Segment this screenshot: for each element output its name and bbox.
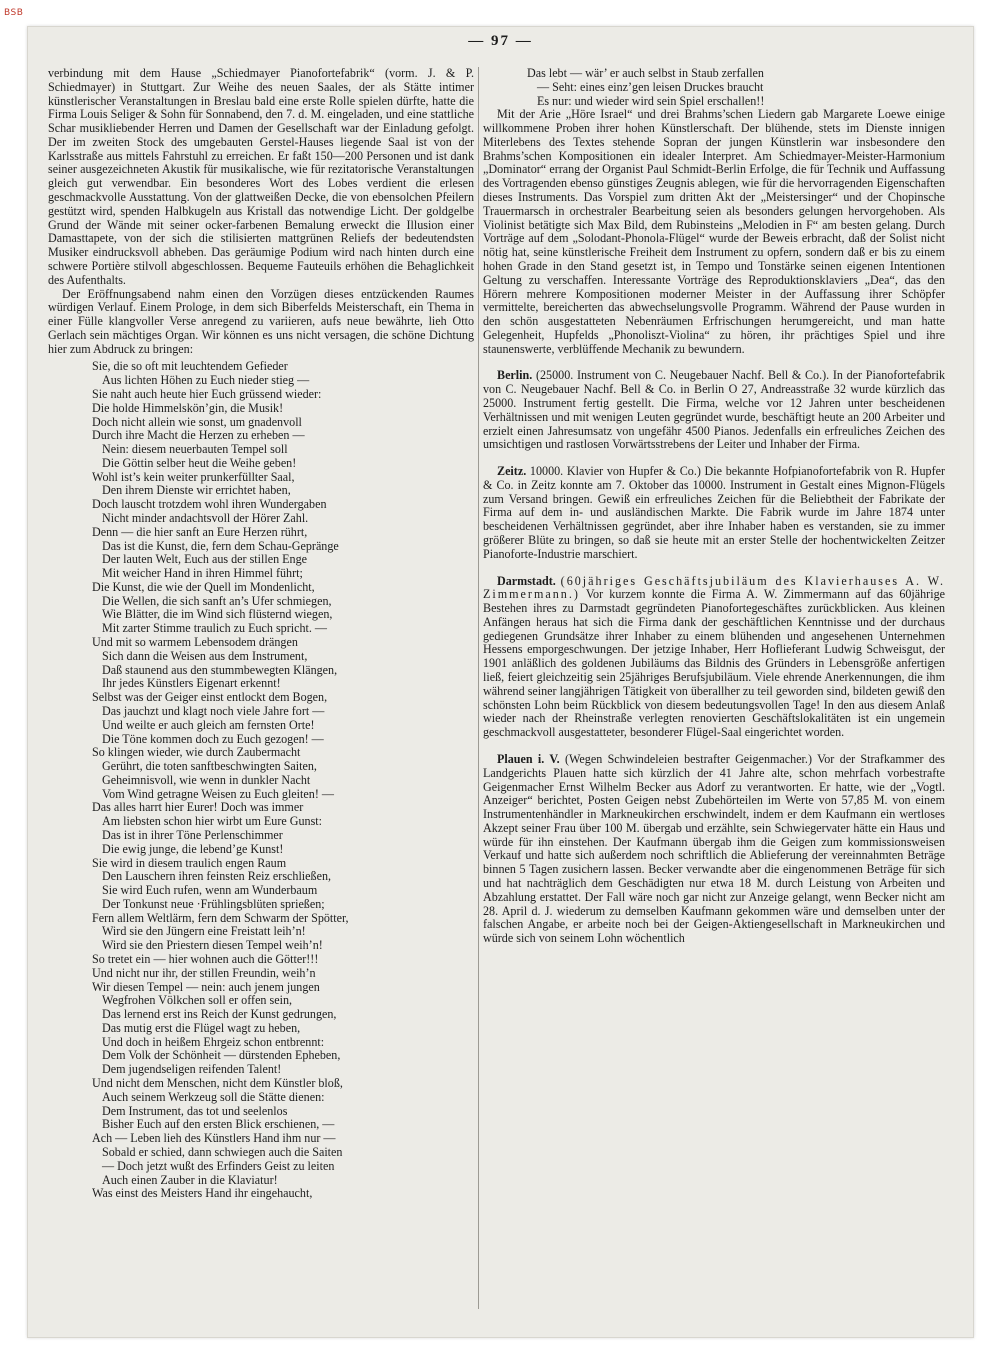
poem-line: Die Töne kommen doch zu Euch gezogen! — <box>102 731 324 746</box>
poem-line: Gerührt, die toten sanftbeschwingten Saiten, <box>102 759 317 774</box>
berlin-article <box>483 369 945 452</box>
darmstadt-text: Vor kurzem konnte die Firma A. W. Zimmermann auf das 60jährige Bestehen ihres zu Darmstadt gegründeten Pianofortegeschäftes zurückblicken. Aus kleinen Anfängen heraus hat sich die Firma dank der geschäftlichen Kenntnisse und der durchaus gediegenen Grundsätze ihrer Inhaber zu einem blühenden und angesehenen Unternehmen Hessens emporgeschwungen. Der jetzige Inhaber, Herr Hoflieferant Ludwig Schweisgut, der 1901 anläßlich des goldenen Jubiläums das Bildnis des Gründers in Lebensgröße anfertigen ließ, feiert gleichzeitig sein 25jähriges Berufsjubiläum. Viele ehrende Anerkennungen, die ihm während seiner langjährigen Tätigkeit von überallher zu teil geworden sind, bildeten gewiß den schönsten Lohn beim Rückblick von diesem bedeutungsvollen Tage! In den aus diesem Anlaß wieder nach der Rheinstraße verlegten renovierten Geschäftslokalitäten ist ein ungemein geschmackvoll ausgestatteter, besonderer Flügel-Saal eingerichtet worden. <box>483 587 945 740</box>
poem-line: Das mutig erst die Flügel wagt zu heben, <box>102 1020 301 1035</box>
poem-line: Sobald er schied, dann schwiegen auch die Saiten <box>102 1144 343 1159</box>
poem-line: Die Wellen, die sich sanft an’s Ufer schmiegen, <box>102 593 332 608</box>
poem-line: Dem Instrument, das tot und seelenlos <box>102 1103 288 1118</box>
prologue-poem <box>92 360 474 1201</box>
darmstadt-article <box>483 575 945 740</box>
plauen-heading: Plauen i. V. <box>497 751 560 766</box>
poem-line: Das lernend erst ins Reich der Kunst gedrungen, <box>102 1007 337 1022</box>
plauen-subheading: (Wegen Schwindeleien bestrafter Geigenmacher.) <box>564 751 812 766</box>
poem-line: Sie, die so oft mit leuchtendem Gefieder <box>92 359 288 374</box>
berlin-text: (25000. Instrument von C. Neugebauer Nachf. Bell & Co.). In der Pianofortefabrik von C. Neugebauer Nachf. Bell & Co. in Berlin O 27, Andreasstraße 32 wurde kürzlich das 25000. Instrument fertig gestellt. Die Firma, welche vor 12 Jahren unter bescheidenen Verhältnissen und mit wenigen Leuten gegründet wurde, beschäftigt heute an 200 Arbeiter und erzielt einen Jahresumsatz von ungefähr 4500 Pianos. Jedenfalls ein erfreuliches Zeichen des umsichtigen und rastlosen Vorwärtsstrebens der Leiter und Inhaber der Firma. <box>483 368 945 452</box>
column-divider <box>478 67 479 1309</box>
poem-line: Die ewig junge, die lebend’ge Kunst! <box>102 841 284 856</box>
newspaper-page <box>27 26 974 1338</box>
poem-line: Den ihrem Dienste wir errichtet haben, <box>102 483 291 498</box>
poem-line: Die Göttin selber heut die Weihe geben! <box>102 455 297 470</box>
poem-line: Die Kunst, die wie der Quell im Mondenlicht, <box>92 579 315 594</box>
poem-line: So klingen wieder, wie durch Zaubermacht <box>92 745 301 760</box>
library-stamp: BSB <box>4 8 24 18</box>
poem-line: Die holde Himmelskön’gin, die Musik! <box>92 400 284 415</box>
poem-line: Das alles harrt hier Eurer! Doch was immer <box>92 800 304 815</box>
poem-line: — Doch jetzt wußt des Erfinders Geist zu leiten <box>102 1158 335 1173</box>
poem-line: Vom Wind getragne Weisen zu Euch gleiten! — <box>102 786 334 801</box>
poem-line: Wir diesen Tempel — nein: auch jenem jungen <box>92 979 320 994</box>
poem-line: Es nur: und wieder wird sein Spiel erschallen!! <box>537 93 765 108</box>
poem-line: Und nicht nur ihr, der stillen Freundin, weih’n <box>92 965 316 980</box>
poem-line: — Seht: eines einz’gen leisen Druckes braucht <box>537 79 764 94</box>
poem-line: Das jauchzt und klagt noch viele Jahre fort — <box>102 703 325 718</box>
poem-line: Wie Blätter, die im Wind sich flüsternd wiegen, <box>102 607 333 622</box>
poem-line: Sich dann die Weisen aus dem Instrument, <box>102 648 308 663</box>
plauen-article <box>483 753 945 946</box>
zeitz-article <box>483 465 945 561</box>
right-column <box>483 67 945 946</box>
poem-line: Der lauten Welt, Euch aus der stillen Enge <box>102 552 308 567</box>
poem-line: Auch seinem Werkzeug soll die Stätte dienen: <box>102 1089 325 1104</box>
zeitz-text: 10000. Klavier von Hupfer & Co.) Die bekannte Hofpianofortefabrik von R. Hupfer & Co. in Zeitz konnte am 7. Oktober das 10000. Instrument in Gestalt eines Mignon-Flügels zum Versand bringen. Gewiß ein erfreuliches Zeichen für die Beliebtheit der Fabrikate der Firma auf dem in- und ausländischen Markte. Die Fabrik wurde im Jahre 1874 unter bescheidenen Verhältnissen gegründet, aber ihre Inhaber haben es verstanden, sie zu immer größerer Blüte zu bringen, so daß sie heute mit an erster Stelle der hochentwickelten Zeitzer Pianoforte-Industrie marschiert. <box>483 464 945 561</box>
poem-line: Denn — die hier sanft an Eure Herzen rührt, <box>92 524 308 539</box>
poem-continuation <box>527 67 945 108</box>
poem-line: Was einst des Meisters Hand ihr eingehaucht, <box>92 1186 313 1201</box>
darmstadt-heading: Darmstadt. <box>497 573 556 588</box>
poem-line: Ach — Leben lieh des Künstlers Hand ihm nur — <box>92 1131 336 1146</box>
poem-line: Sie naht auch heute hier Euch grüssend wieder: <box>92 386 322 401</box>
poem-line: Am liebsten schon hier wirbt um Eure Gunst: <box>102 814 323 829</box>
poem-line: Und nicht dem Menschen, nicht dem Künstler bloß, <box>92 1076 343 1091</box>
poem-line: Fern allem Weltlärm, fern dem Schwarm der Spötter, <box>92 910 349 925</box>
poem-line: Das ist in ihrer Töne Perlenschimmer <box>102 827 283 842</box>
poem-line: Doch lauscht trotzdem wohl ihren Wundergaben <box>92 497 327 512</box>
poem-line: Mit zarter Stimme traulich zu Euch spricht. — <box>102 621 328 636</box>
poem-line: Dem Volk der Schönheit — dürstenden Epheben, <box>102 1048 341 1063</box>
poem-line: Daß staunend aus den stummbewegten Klängen, <box>102 662 338 677</box>
poem-line: Durch ihre Macht die Herzen zu erheben — <box>92 428 305 443</box>
intro-paragraph: verbindung mit dem Hause „Schiedmayer Pianofortefabrik“ (vorm. J. & P. Schiedmayer) in Stuttgart. Zur Weihe des neuen Saales, der als Stätte intimer künstlerischer Veranstaltungen in Breslau bald eine erste Rolle spielen dürfte, hatte die Firma Louis Seliger & Sohn für Sonnabend, den 7. d. M. eingeladen, und eine stattliche Schar musikliebender Herren und Damen der Gesellschaft war der Einladung gefolgt. Der im zweiten Stock des umgebauten Gerstel-Hauses liegende Saal ist von der Karlsstraße aus mittels Fahrstuhl zu erreichen. Er faßt 150—200 Personen und ist dank seiner ausgezeichneten Akustik für musikalische, wie für rezitatorische Veranstaltungen gleich gut verwendbar. Ein besonderes Wort des Lobes verdient die erlesen geschmackvolle Ausstattung. Von der glattweißen Decke, die von ebensolchen Pfeilern gestützt wird, spenden Halbkugeln aus Kristall das notwendige Licht. Der goldgelbe Grund der Wände mit seiner ocker-farbenen Bemalung erweckt die Illusion einer Damasttapete, von der sich die stilisierten mattgrünen Reliefs der bedeutendsten Musiker eindrucksvoll abheben. Das geräumige Podium wird nach hinten durch eine schwere Portière stilvoll abgeschlossen. Bequeme Fauteuils erhöhen die Behaglichkeit des Aufenthalts. <box>48 66 474 287</box>
poem-line: Geheimnisvoll, wie wenn in dunkler Nacht <box>102 772 311 787</box>
page-number: — 97 — <box>468 33 533 49</box>
poem-line: Wird sie den Jüngern eine Freistatt leih’n! <box>102 924 306 939</box>
poem-line: Bisher Euch auf den ersten Blick erschienen, — <box>102 1117 335 1132</box>
poem-line: Sie wird Euch rufen, wenn am Wunderbaum <box>102 883 318 898</box>
poem-line: Und doch in heißem Ehrgeiz schon entbrennt: <box>102 1034 325 1049</box>
poem-line: Sie wird in diesem traulich engen Raum <box>92 855 287 870</box>
poem-line: Wird sie den Priestern diesen Tempel weih’n! <box>102 938 323 953</box>
poem-line: Wegfrohen Völkchen soll er offen sein, <box>102 993 293 1008</box>
poem-line: Ihr jedes Künstlers Eigenart erkennt! <box>102 676 281 691</box>
poem-line: Dem jugendseligen reifenden Talent! <box>102 1062 282 1077</box>
poem-line: Den Lauschern ihren feinsten Reiz erschließen, <box>102 869 332 884</box>
poem-line: Nicht minder andachtsvoll der Hörer Zahl. <box>102 511 309 525</box>
darmstadt-subheading: (60jähriges Geschäftsjubiläum des Klavierhauses A. W. Zimmermann.) <box>483 573 945 602</box>
berlin-heading: Berlin. <box>497 368 533 383</box>
poem-line: Doch nicht allein wie sonst, um gnadenvoll <box>92 414 302 429</box>
poem-line: Mit weicher Hand in ihren Himmel führt; <box>102 566 303 581</box>
poem-line: Nein: diesem neuerbauten Tempel soll <box>102 442 288 457</box>
poem-line: Das ist die Kunst, die, fern dem Schau-Gepränge <box>102 538 339 553</box>
poem-line: Aus lichten Höhen zu Euch nieder stieg — <box>102 373 310 388</box>
zeitz-heading: Zeitz. <box>497 464 527 479</box>
poem-line: So tretet ein — hier wohnen auch die Götter!!! <box>92 952 319 966</box>
poem-line: Selbst was der Geiger einst entlockt dem Bogen, <box>92 690 328 705</box>
poem-line: Auch einen Zauber in die Klaviatur! <box>102 1172 278 1187</box>
left-column <box>48 67 474 1201</box>
poem-line: Und mit so warmem Lebensodem drängen <box>92 635 298 650</box>
opening-evening-paragraph: Der Eröffnungsabend nahm einen den Vorzügen dieses entzückenden Raumes würdigen Verlauf. Einem Prologe, in dem sich Biberfelds Meisterschaft, ein Thema in einer Fülle klangvoller Verse anregend zu variieren, aufs neue bewährte, lieh Otto Gerlach sein mächtiges Organ. Wir können es uns nicht versagen, die schöne Dichtung hier zum Abdruck zu bringen: <box>48 286 474 356</box>
poem-line: Und weilte er auch gleich am fernsten Orte! <box>102 717 315 732</box>
poem-line: Der Tonkunst neue ·Frühlingsblüten sprießen; <box>102 896 325 911</box>
poem-line: Das lebt — wär’ er auch selbst in Staub zerfallen <box>527 66 764 80</box>
concert-report-paragraph: Mit der Arie „Höre Israel“ und drei Brahms’schen Liedern gab Margarete Loewe einige willkommene Proben ihrer hohen Künstlerschaft. Der blühende, stets im Dienste innigen Miterlebens des Textes stehende Sopran der jungen Künstlerin war insbesondere den Brahms’schen Kompositionen ein idealer Interpret. Am Schiedmayer-Meister-Harmonium „Dominator“ errang der Organist Paul Schmidt-Berlin Erfolge, die für Technik und Auffassung des Vortragenden ebenso günstiges Zeugnis ablegen, wie für die hervorragenden Eigenschaften dieses Instruments. Das Vorspiel zum dritten Akt der „Meistersinger“ und der Chopinsche Trauermarsch in orchestraler Bearbeitung seien als besonders gelungen hervorgehoben. Als Violinist betätigte sich Max Bild, dem Rubinsteins „Melodien in F“ am besten gelang. Durch Vorträge auf dem „Solodant-Phonola-Flügel“ wurde der Beweis erbracht, daß der Solist nicht nötig hat, seine künstlerische Freiheit dem Instrument zu opfern, sondern daß er bis zu einem hohen Grade in den Stand gesetzt ist, in Tempo und Tonstärke seinen eigenen Intentionen Geltung zu verschaffen. Interessante Vorträge des Reproduktionsklaviers „Dea“, das den Hörern mehrere Kompositionen moderner Meister in der Auffassung ihrer Schöpfer vermittelte, bereicherten das abwechselungsvolle Programm. Während der Pause wurden in den schön ausgestatteten Nebenräumen Erfrischungen herumgereicht, und man hatte Gelegenheit, Hupfelds „Phonoliszt-Violina“ zu hören, ihr prächtiges Spiel und ihre staunenswerte, verblüffende Mechanik zu bewundern. <box>483 107 945 356</box>
poem-line: Wohl ist’s kein weiter prunkerfüllter Saal, <box>92 469 295 484</box>
plauen-text: Vor der Strafkammer des Landgerichts Plauen hatte sich kürzlich der 41 Jahre alte, schon mehrfach vorbestrafte Geigenmacher Ernst Wilhelm Becker aus Adorf zu verantworten. Er hatte, wie der „Vogtl. Anzeiger“ berichtet, Posten Geigen nebst Zubehörteilen im Werte von 57,85 M. von einem Instrumentenhändler in Markneukirchen erschwindelt, indem er dem Kaufmann ein wertloses Akzept seiner Frau über 100 M. übergab und erzählte, sein Schwiegervater hätte ein Haus und würde für ihn einstehen. Der Kaufmann übergab ihm die Geigen zum kommissionsweisen Verkauf und hatte sich außerdem noch schriftlich die Ablieferung der vereinnahmten Beträge binnen 5 Tagen zusichern lassen. Becker verwandte aber die eingenommenen Beträge für sich und hat nachträglich dem Geschädigten nur etwa 18 M. durch Leistung von Arbeiten und Abzahlung erstattet. Der Fall wäre noch gar nicht zur Anzeige gelangt, wenn Becker nicht am 28. April d. J. wiederum zu demselben Kaufmann gekommen wäre und demselben unter der falschen Angabe, er arbeite noch bei der Geigen-Aktiengesellschaft in Markneukirchen und würde sich von seinem Lohn wöchentlich <box>483 751 945 946</box>
